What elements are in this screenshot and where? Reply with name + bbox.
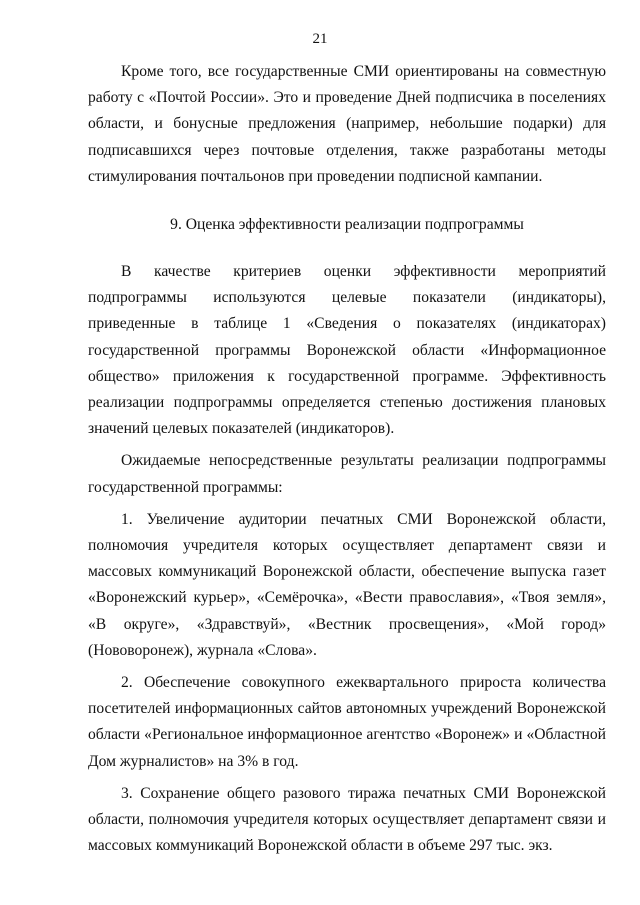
page-number: 21 [312,31,328,47]
result-item-2: 2. Обеспечение совокупного ежеквартального прироста количества посетителей информационных сайтов автономных учреждений Воронежской области «Региональное информационное агентство «Воронеж» и «Областной Дом журналистов» на 3% в год. [88,674,606,770]
section-heading: 9. Оценка эффективности реализации подпрограммы [170,216,524,234]
result-item-1: 1. Увеличение аудитории печатных СМИ Воронежской области, полномочия учредителя которых осуществляет департамент связи и массовых коммуникаций Воронежской области, обеспечение выпуска газет «Воронежский курьер», «Семёрочка», «Вести православия», «Твоя земля», «В округе», «Здравствуй», «Вестник просвещения», «Мой город» (Нововоронеж), журнала «Слова». [88,510,606,659]
document-body [88,59,606,859]
paragraph-post-cooperation: Кроме того, все государственные СМИ ориентированы на совместную работу с «Почтой России». Это и проведение Дней подписчика в поселениях области, и бонусные предложения (например, небольшие подарки) для подписавшихся через почтовые отделения, также разработаны методы стимулирования почтальонов при проведении подписной кампании. [88,63,606,185]
paragraph-expected-results: Ожидаемые непосредственные результаты реализации подпрограммы государственной программы: [88,452,606,496]
paragraph-evaluation-criteria: В качестве критериев оценки эффективности мероприятий подпрограммы используются целевые показатели (индикаторы), приведенные в таблице 1 «Сведения о показателях (индикаторах) государственной программы Воронежской области «Информационное общество» приложения к государственной программе. Эффективность реализации подпрограммы определяется степенью достижения плановых значений целевых показателей (индикаторов). [88,263,606,438]
result-item-3: 3. Сохранение общего разового тиража печатных СМИ Воронежской области, полномочия учредителя которых осуществляет департамент связи и массовых коммуникаций Воронежской области в объеме 297 тыс. экз. [88,784,606,855]
